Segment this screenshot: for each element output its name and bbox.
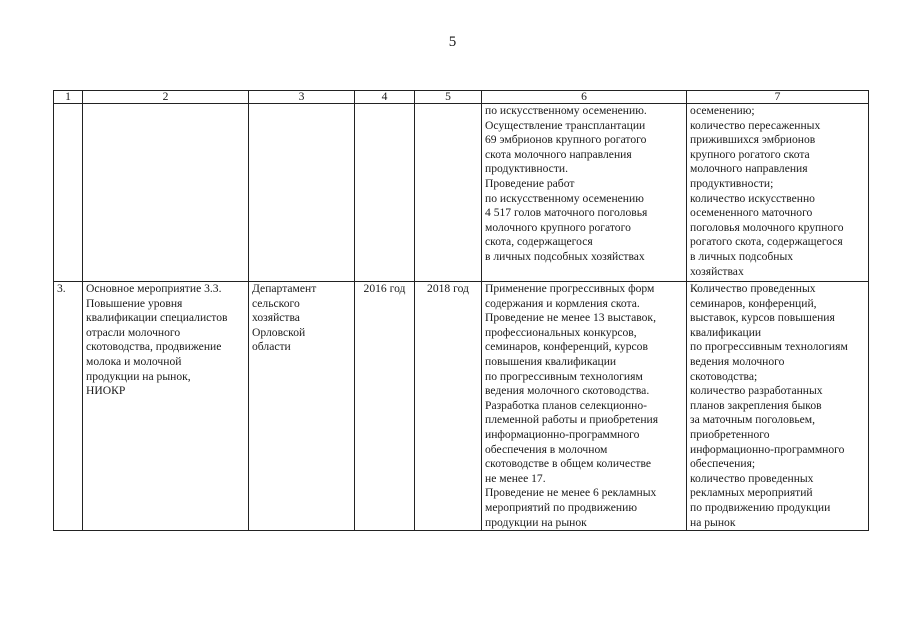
row-number-cell — [54, 104, 83, 282]
indicators-cell: осеменению; количество пересаженных прижившихся эмбрионов крупного рогатого скота молочного направления продуктивности; количество искусственно осемененного маточного поголовья молочного крупного рогатого скота, содержащегося в личных подсобных хозяйствах — [687, 104, 869, 282]
executor-cell: Департамент сельского хозяйства Орловской области — [249, 282, 355, 531]
column-header: 6 — [482, 91, 687, 104]
start-year-cell: 2016 год — [355, 282, 415, 531]
expected-result-cell: по искусственному осеменению. Осуществление трансплантации 69 эмбрионов крупного рогатого скота молочного направления продуктивности. Проведение работ по искусственному осеменению 4 517 голов маточного поголовья молочного крупного рогатого скота, содержащегося в личных подсобных хозяйствах — [482, 104, 687, 282]
expected-result-cell: Применение прогрессивных форм содержания и кормления скота. Проведение не менее 13 выставок, профессиональных конкурсов, семинаров, конференций, курсов повышения квалификации по прогрессивным технологиям ведения молочного скотоводства. Разработка планов селекционно- племенной работы и приобретения информационно-программного обеспечения в молочном скотоводстве в общем количестве не менее 17. Проведение не менее 6 рекламных мероприятий по продвижению продукции на рынок — [482, 282, 687, 531]
indicators-cell: Количество проведенных семинаров, конференций, выставок, курсов повышения квалификации по прогрессивным технологиям ведения молочного скотоводства; количество разработанных планов закрепления быков за маточным поголовьем, приобретенного информационно-программного обеспечения; количество проведенных рекламных мероприятий по продвижению продукции на рынок — [687, 282, 869, 531]
column-header: 3 — [249, 91, 355, 104]
row-number-cell: 3. — [54, 282, 83, 531]
column-header: 4 — [355, 91, 415, 104]
column-header: 2 — [83, 91, 249, 104]
start-year-cell — [355, 104, 415, 282]
column-header: 7 — [687, 91, 869, 104]
column-header: 5 — [415, 91, 482, 104]
measure-cell — [83, 104, 249, 282]
table-row — [54, 104, 869, 282]
measure-cell: Основное мероприятие 3.3. Повышение уровня квалификации специалистов отрасли молочного скотоводства, продвижение молока и молочной продукции на рынок, НИОКР — [83, 282, 249, 531]
page-number: 5 — [448, 34, 457, 50]
column-header: 1 — [54, 91, 83, 104]
end-year-cell: 2018 год — [415, 282, 482, 531]
program-measures-table — [53, 90, 869, 531]
table-row — [54, 282, 869, 531]
executor-cell — [249, 104, 355, 282]
end-year-cell — [415, 104, 482, 282]
column-number-row — [54, 91, 869, 104]
